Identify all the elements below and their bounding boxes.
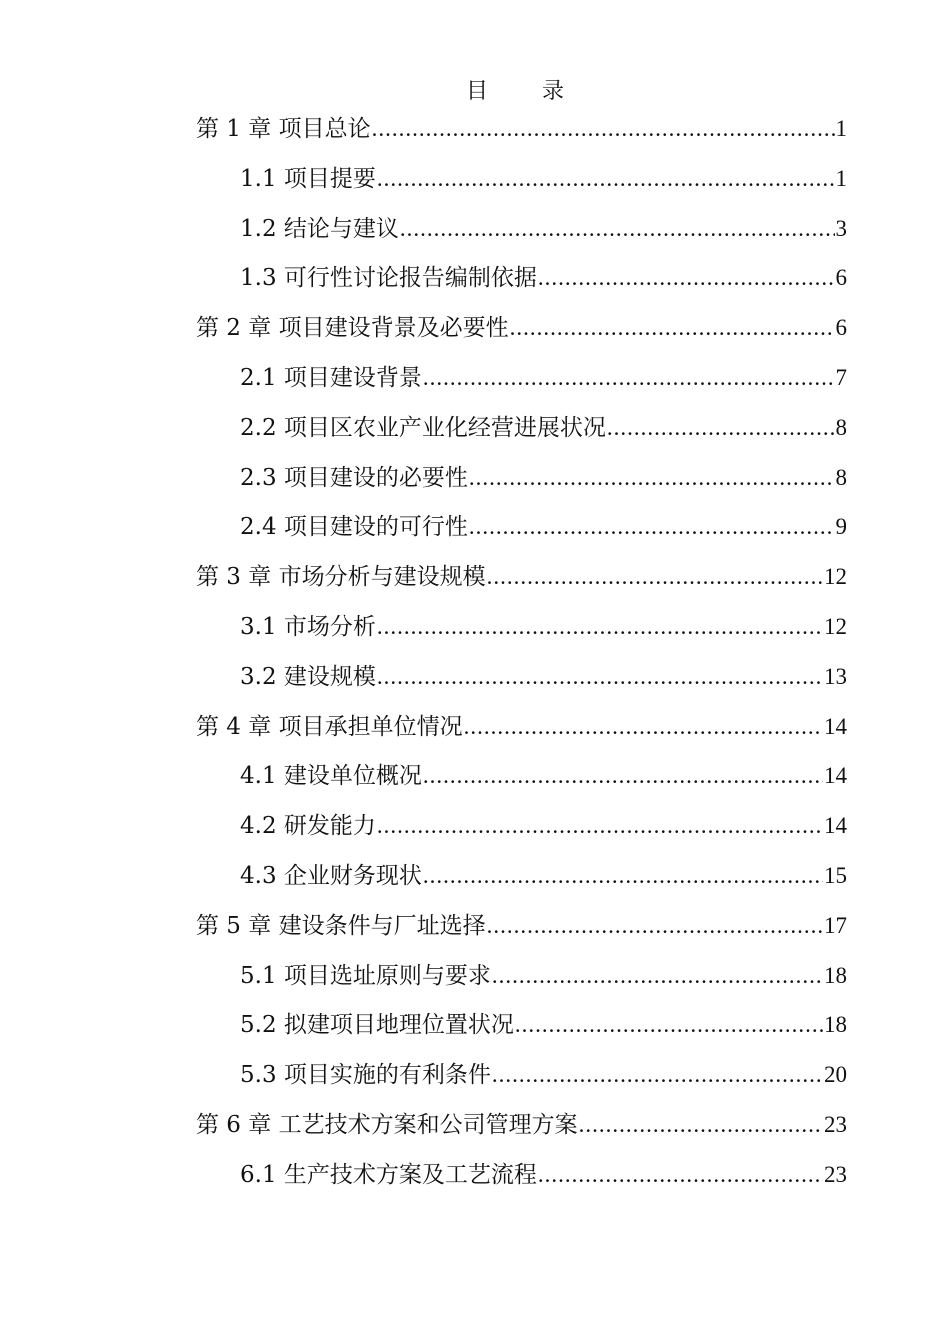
toc-page-number: 12 xyxy=(824,564,847,590)
toc-section-entry[interactable] xyxy=(240,660,847,694)
toc-entry-text: 2.2 项目区农业产业化经营进展状况 xyxy=(240,411,606,445)
toc-dot-leader xyxy=(377,610,823,644)
toc-entry-text: 1.3 可行性讨论报告编制依据 xyxy=(240,261,537,295)
toc-dot-leader xyxy=(377,809,823,843)
toc-section-entry[interactable] xyxy=(240,759,847,793)
toc-dot-leader xyxy=(423,859,823,893)
toc-section-entry[interactable] xyxy=(240,1058,847,1092)
toc-page-number: 12 xyxy=(824,614,847,639)
toc-section-entry[interactable] xyxy=(240,212,847,246)
toc-dot-leader xyxy=(538,261,835,295)
toc-page-number: 6 xyxy=(835,315,847,341)
toc-entry-text: 第 2 章 项目建设背景及必要性 xyxy=(196,311,509,345)
toc-page-number: 14 xyxy=(824,713,847,739)
toc-page-number: 15 xyxy=(824,863,847,888)
toc-dot-leader xyxy=(400,212,835,246)
toc-chapter-entry[interactable] xyxy=(196,1108,847,1142)
toc-dot-leader xyxy=(423,361,835,395)
toc-dot-leader xyxy=(579,1108,823,1142)
toc-chapter-entry[interactable] xyxy=(196,710,847,744)
toc-page-number: 8 xyxy=(835,414,847,440)
toc-page-number: 9 xyxy=(835,514,847,540)
toc-section-entry[interactable] xyxy=(240,361,847,395)
toc-dot-leader xyxy=(377,660,823,694)
toc-section-entry[interactable] xyxy=(240,959,847,993)
toc-section-entry[interactable] xyxy=(240,809,847,843)
toc-entry-text: 2.3 项目建设的必要性 xyxy=(240,461,468,495)
toc-entry-text: 4.1 建设单位概况 xyxy=(240,759,422,793)
toc-dot-leader xyxy=(423,759,823,793)
toc-page-number: 1 xyxy=(835,116,847,141)
toc-entry-text: 2.1 项目建设背景 xyxy=(240,361,422,395)
toc-entry-text: 6.1 生产技术方案及工艺流程 xyxy=(240,1158,537,1192)
toc-dot-leader xyxy=(492,1058,823,1092)
toc-entry-text: 第 6 章 工艺技术方案和公司管理方案 xyxy=(196,1108,578,1142)
toc-page-number: 1 xyxy=(835,165,847,191)
toc-section-entry[interactable] xyxy=(240,859,847,893)
toc-section-entry[interactable] xyxy=(240,610,847,644)
toc-dot-leader xyxy=(469,461,835,495)
toc-dot-leader xyxy=(510,311,835,345)
toc-dot-leader xyxy=(487,909,823,943)
toc-entry-text: 1.2 结论与建议 xyxy=(240,212,399,246)
toc-page-number: 23 xyxy=(824,1112,847,1137)
toc-dot-leader xyxy=(515,1008,823,1042)
toc-dot-leader xyxy=(377,162,835,196)
toc-section-entry[interactable] xyxy=(240,411,847,445)
toc-page-number: 8 xyxy=(835,464,847,490)
toc-section-entry[interactable] xyxy=(240,162,847,196)
toc-page-number: 3 xyxy=(835,215,847,241)
toc-title: 目 录 xyxy=(465,79,580,104)
toc-dot-leader xyxy=(492,959,823,993)
toc-section-entry[interactable] xyxy=(240,461,847,495)
toc-entry-text: 3.1 市场分析 xyxy=(240,610,376,644)
toc-dot-leader xyxy=(487,560,823,594)
toc-chapter-entry[interactable] xyxy=(196,560,847,594)
toc-entry-text: 第 5 章 建设条件与厂址选择 xyxy=(196,909,486,943)
toc-page-number: 6 xyxy=(835,265,847,291)
toc-entry-text: 4.2 研发能力 xyxy=(240,809,376,843)
toc-chapter-entry[interactable] xyxy=(196,112,847,146)
toc-dot-leader xyxy=(607,411,835,445)
toc-page-number: 14 xyxy=(824,813,847,839)
toc-entry-text: 第 3 章 市场分析与建设规模 xyxy=(196,560,486,594)
toc-section-entry[interactable] xyxy=(240,1158,847,1192)
toc-entry-text: 第 4 章 项目承担单位情况 xyxy=(196,710,463,744)
toc-section-entry[interactable] xyxy=(240,510,847,544)
toc-page-number: 13 xyxy=(824,663,847,689)
toc-page-number: 18 xyxy=(824,1012,847,1038)
toc-page-number: 23 xyxy=(824,1161,847,1187)
toc-section-entry[interactable] xyxy=(240,1008,847,1042)
toc-entry-text: 3.2 建设规模 xyxy=(240,660,376,694)
toc-page-number: 20 xyxy=(824,1062,847,1088)
toc-page-number: 7 xyxy=(835,365,847,390)
toc-dot-leader xyxy=(538,1158,823,1192)
toc-entry-text: 5.2 拟建项目地理位置状况 xyxy=(240,1008,514,1042)
toc-page-number: 18 xyxy=(824,962,847,988)
toc-dot-leader xyxy=(469,510,835,544)
toc-entry-text: 第 1 章 项目总论 xyxy=(196,112,371,146)
toc-chapter-entry[interactable] xyxy=(196,311,847,345)
toc-entry-text: 4.3 企业财务现状 xyxy=(240,859,422,893)
toc-dot-leader xyxy=(464,710,823,744)
toc-dot-leader xyxy=(372,112,835,146)
toc-entry-text: 5.3 项目实施的有利条件 xyxy=(240,1058,491,1092)
toc-page-number: 17 xyxy=(824,912,847,938)
toc-section-entry[interactable] xyxy=(240,261,847,295)
toc-entry-text: 1.1 项目提要 xyxy=(240,162,376,196)
toc-entry-text: 5.1 项目选址原则与要求 xyxy=(240,959,491,993)
toc-chapter-entry[interactable] xyxy=(196,909,847,943)
toc-entry-text: 2.4 项目建设的可行性 xyxy=(240,510,468,544)
toc-page-number: 14 xyxy=(824,763,847,789)
